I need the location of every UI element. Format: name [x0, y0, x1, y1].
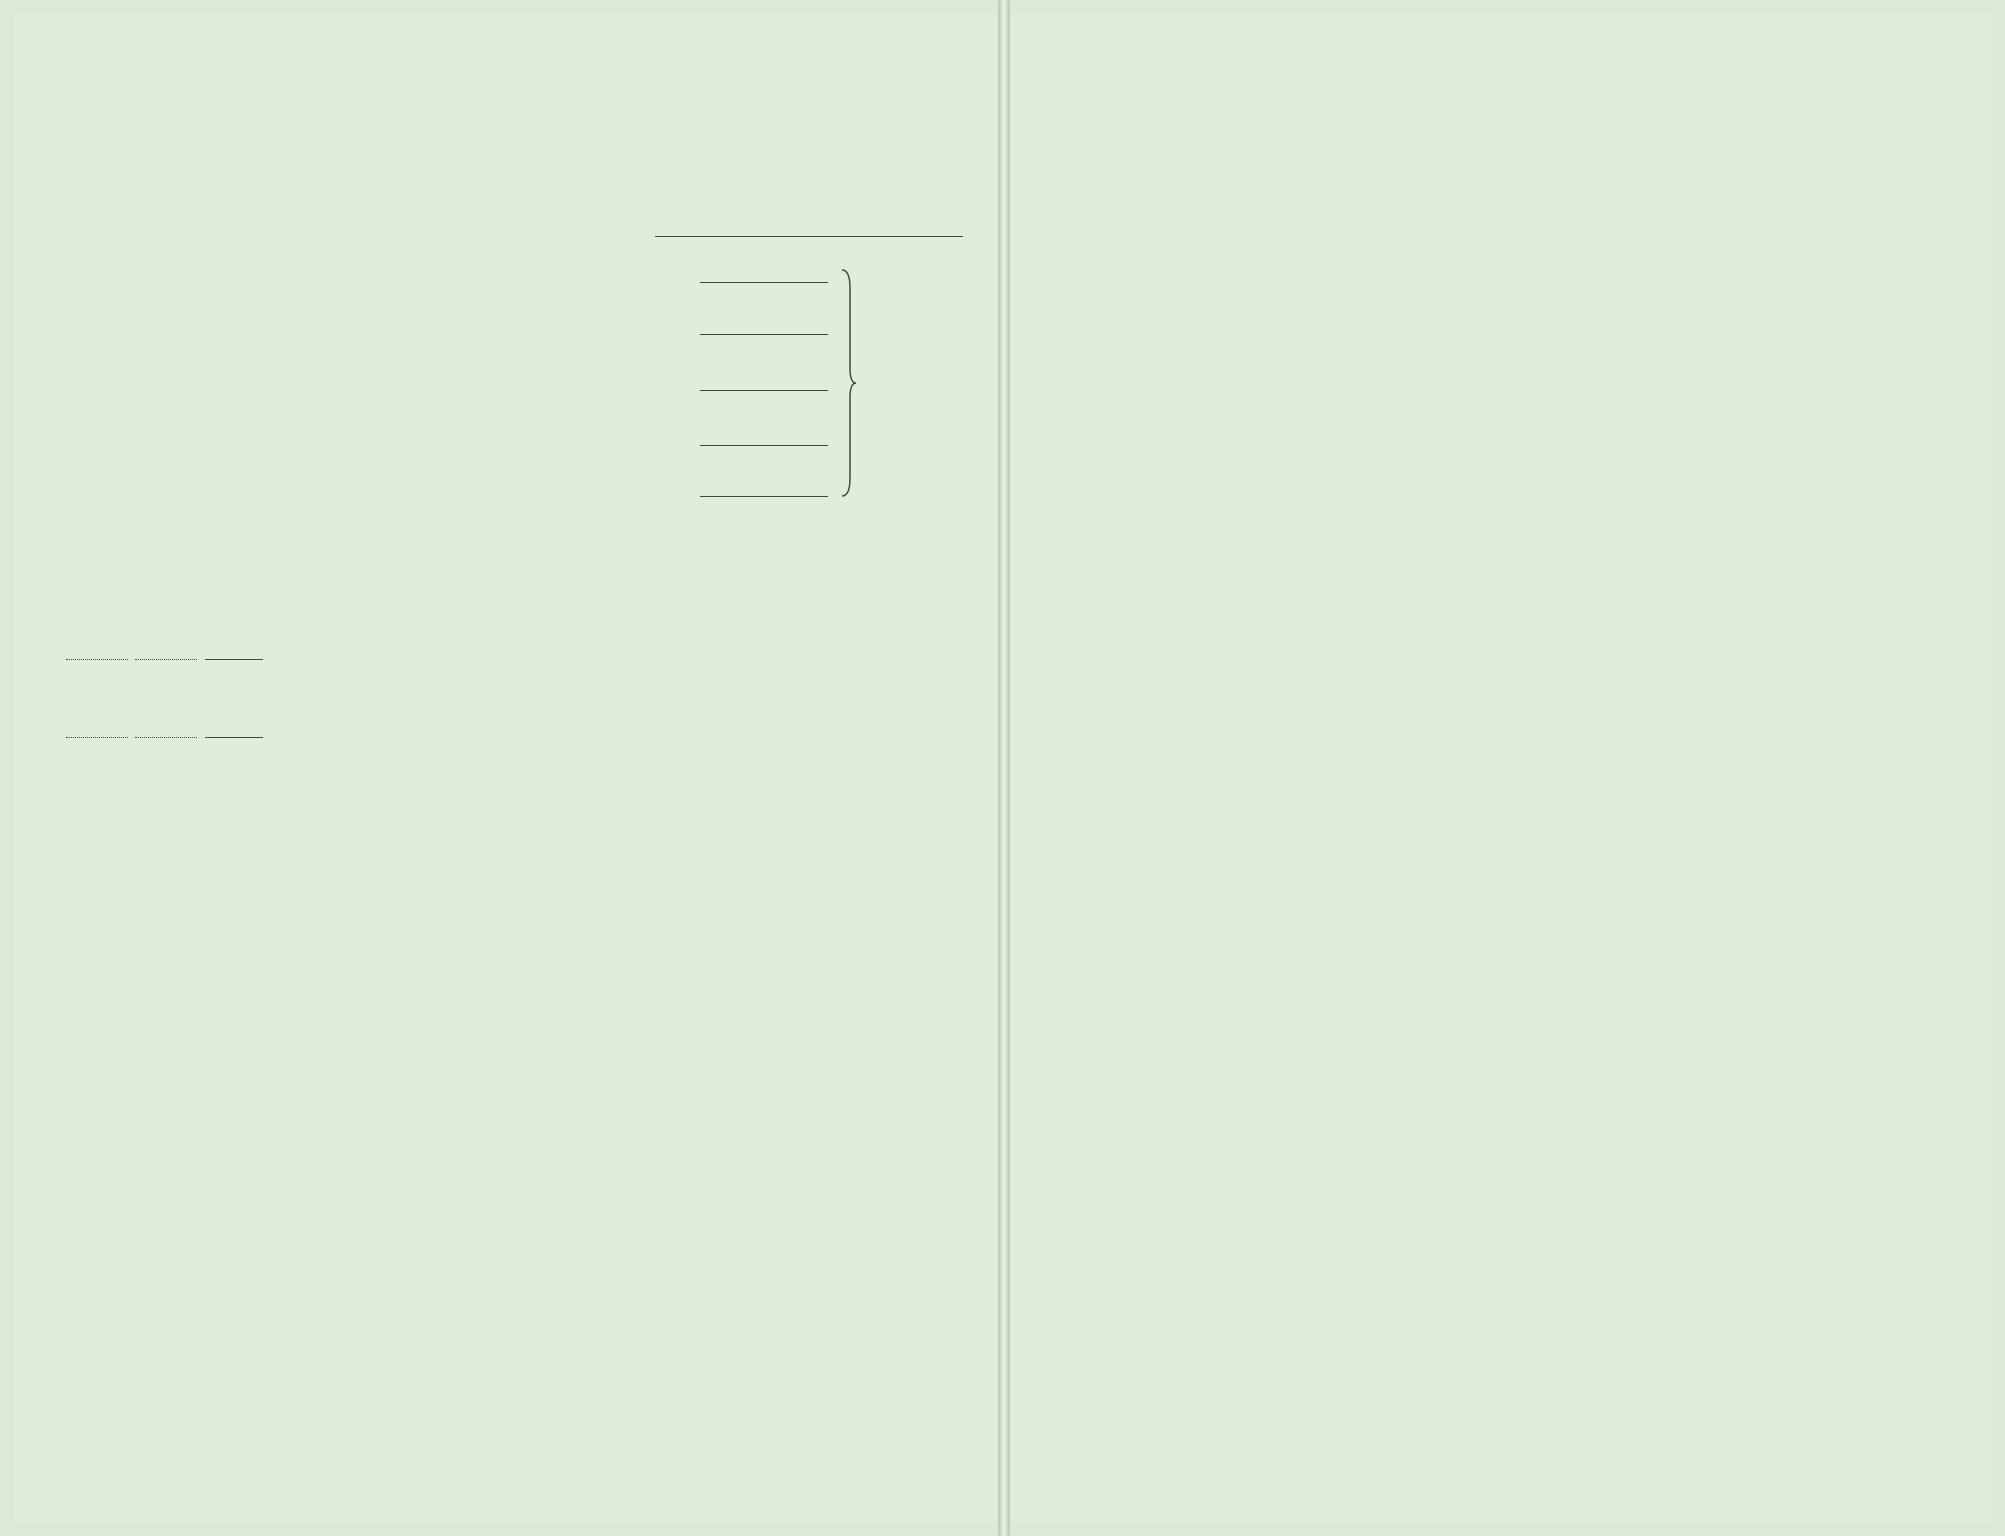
brace-icon	[838, 268, 858, 498]
page-fold	[998, 0, 1010, 1536]
summary-line-2	[66, 640, 263, 666]
alm-rooms-answer[interactable]	[700, 334, 828, 335]
ialt-answer[interactable]	[700, 496, 828, 497]
left-page	[14, 14, 999, 1522]
summary-line-4	[66, 718, 263, 744]
pike-answer[interactable]	[700, 390, 828, 391]
right-page	[1008, 14, 1993, 1522]
sommer-answer[interactable]	[700, 445, 828, 446]
angi-answer-line[interactable]	[655, 236, 963, 237]
kjokken-answer[interactable]	[700, 282, 828, 283]
